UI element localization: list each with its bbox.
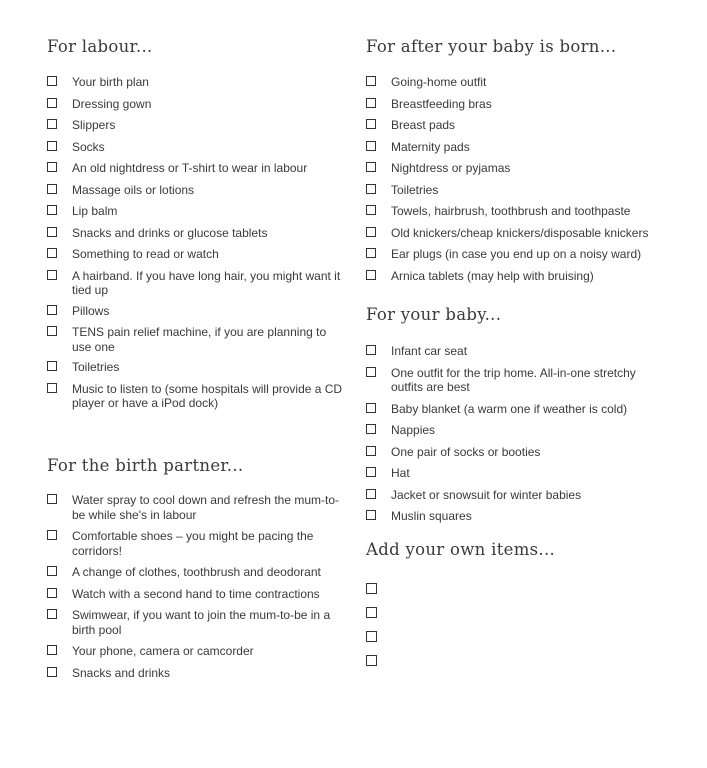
labour-list: [47, 75, 347, 411]
checklist-item: [366, 606, 666, 618]
item-label: Your phone, camera or camcorder: [72, 644, 254, 658]
checkbox[interactable]: [366, 467, 376, 477]
item-label: Pillows: [72, 303, 110, 318]
checklist-item: [47, 226, 347, 241]
checkbox[interactable]: [366, 345, 376, 355]
item-label: Ear plugs (in case you end up on a noisy ward): [391, 247, 642, 261]
item-label: Maternity pads: [391, 139, 470, 154]
item-label: Nappies: [391, 423, 436, 437]
checklist-item: [47, 118, 347, 133]
checkbox[interactable]: [366, 248, 376, 258]
checkbox[interactable]: [366, 184, 376, 194]
item-label: Hat: [391, 466, 410, 480]
checkbox[interactable]: [366, 98, 376, 108]
item-label: Old knickers/cheap knickers/disposable knickers: [391, 225, 649, 240]
checklist-item: [366, 118, 666, 133]
item-label: Going-home outfit: [391, 75, 487, 89]
checkbox[interactable]: [47, 119, 57, 129]
checkbox[interactable]: [47, 494, 57, 504]
labour-section: [47, 37, 347, 411]
item-label: Toiletries: [72, 360, 120, 374]
item-label: Watch with a second hand to time contractions: [72, 586, 320, 601]
checklist-item: [366, 423, 666, 438]
checkbox[interactable]: [47, 162, 57, 172]
checkbox[interactable]: [47, 588, 57, 598]
checklist-item: [366, 247, 666, 262]
checkbox[interactable]: [47, 184, 57, 194]
checkbox[interactable]: [47, 667, 57, 677]
checkbox[interactable]: [366, 424, 376, 434]
item-label: Dressing gown: [72, 96, 152, 111]
checkbox[interactable]: [366, 510, 376, 520]
checkbox[interactable]: [366, 141, 376, 151]
item-label: Lip balm: [72, 204, 118, 218]
checkbox[interactable]: [47, 305, 57, 315]
checkbox[interactable]: [47, 248, 57, 258]
checkbox[interactable]: [47, 270, 57, 280]
checkbox[interactable]: [47, 227, 57, 237]
item-label: Snacks and drinks: [72, 665, 171, 680]
checkbox[interactable]: [366, 655, 377, 666]
baby-list: [366, 344, 666, 524]
checkbox[interactable]: [47, 530, 57, 540]
checkbox[interactable]: [47, 566, 57, 576]
checklist-item: [47, 360, 347, 375]
checklist-item: [47, 269, 347, 298]
item-label: Music to listen to (some hospitals will provide a CD player or have a iPod dock): [72, 381, 343, 410]
checklist-item: [47, 382, 347, 411]
item-label: Massage oils or lotions: [72, 182, 195, 197]
item-label: Socks: [72, 139, 105, 154]
item-label: Towels, hairbrush, toothbrush and toothpaste: [391, 204, 631, 218]
checklist-item: [47, 325, 347, 354]
checklist-item: [366, 466, 666, 481]
checklist-item: [366, 140, 666, 155]
item-label: Snacks and drinks or glucose tablets: [72, 225, 268, 240]
item-label: Jacket or snowsuit for winter babies: [391, 487, 582, 502]
item-label: Arnica tablets (may help with bruising): [391, 268, 594, 283]
item-label: One pair of socks or booties: [391, 444, 541, 459]
checkbox[interactable]: [366, 367, 376, 377]
checklist-item: [47, 529, 347, 558]
checklist-item: [366, 161, 666, 176]
checklist-item: [47, 97, 347, 112]
checklist-item: [47, 75, 347, 90]
checkbox[interactable]: [47, 141, 57, 151]
checkbox[interactable]: [366, 403, 376, 413]
item-label: Infant car seat: [391, 344, 468, 358]
checklist-item: [366, 344, 666, 359]
checklist-item: [47, 565, 347, 580]
item-label: Nightdress or pyjamas: [391, 161, 511, 175]
checklist-item: [47, 183, 347, 198]
checklist-item: [366, 582, 666, 594]
checklist-item: [47, 493, 347, 522]
after-birth-list: [366, 75, 666, 283]
checklist-item: [366, 402, 666, 417]
checkbox[interactable]: [47, 645, 57, 655]
item-label: A change of clothes, toothbrush and deodorant: [72, 565, 321, 579]
checkbox[interactable]: [366, 227, 376, 237]
item-label: Something to read or watch: [72, 247, 219, 261]
checklist-item: [47, 204, 347, 219]
checkbox[interactable]: [366, 270, 376, 280]
checklist-item: [366, 509, 666, 524]
checklist-item: [366, 445, 666, 460]
item-label: Breast pads: [391, 118, 456, 132]
item-label: Comfortable shoes – you might be pacing the corridors!: [72, 529, 314, 558]
checklist-item: [47, 608, 347, 637]
checklist-item: [47, 644, 347, 659]
checklist-item: [366, 226, 666, 241]
checkbox[interactable]: [47, 326, 57, 336]
birth-partner-heading: For the birth partner...: [47, 456, 244, 475]
baby-section: [366, 305, 666, 524]
checklist-item: [47, 161, 347, 176]
checklist-item: [366, 366, 666, 395]
checklist-item: [47, 304, 347, 319]
item-label: Swimwear, if you want to join the mum-to-be in a birth pool: [72, 608, 331, 637]
item-label: Toiletries: [391, 182, 439, 197]
checklist-item: [366, 75, 666, 90]
checklist-item: [366, 654, 666, 666]
checkbox[interactable]: [47, 205, 57, 215]
checkbox[interactable]: [47, 609, 57, 619]
own-items-heading: Add your own items...: [366, 540, 556, 559]
after-birth-section: [366, 37, 666, 283]
checklist-item: [366, 488, 666, 503]
own-items-section: [366, 540, 666, 666]
birth-partner-list: [47, 493, 347, 680]
checkbox[interactable]: [366, 205, 376, 215]
after-birth-heading: For after your baby is born...: [366, 37, 617, 56]
checkbox[interactable]: [366, 446, 376, 456]
item-label: A hairband. If you have long hair, you might want it tied up: [72, 268, 341, 297]
checklist-item: [47, 140, 347, 155]
item-label: Slippers: [72, 118, 116, 132]
item-label: Your birth plan: [72, 75, 149, 89]
birth-partner-section: [47, 456, 347, 680]
checklist-item: [366, 204, 666, 219]
checkbox[interactable]: [47, 383, 57, 393]
checklist-item: [366, 630, 666, 642]
checkbox[interactable]: [366, 583, 377, 594]
item-label: TENS pain relief machine, if you are planning to use one: [72, 325, 327, 354]
checkbox[interactable]: [47, 98, 57, 108]
checkbox[interactable]: [366, 76, 376, 86]
own-items-list: [366, 582, 666, 666]
checklist-item: [47, 587, 347, 602]
checklist-item: [366, 97, 666, 112]
checkbox[interactable]: [47, 76, 57, 86]
checklist-item: [366, 183, 666, 198]
checkbox[interactable]: [366, 607, 377, 618]
item-label: One outfit for the trip home. All-in-one stretchy outfits are best: [391, 365, 636, 394]
checkbox[interactable]: [366, 162, 376, 172]
checkbox[interactable]: [366, 489, 376, 499]
checklist-item: [366, 269, 666, 284]
checkbox[interactable]: [47, 361, 57, 371]
item-label: Muslin squares: [391, 509, 472, 523]
checklist-item: [47, 666, 347, 681]
checklist-item: [47, 247, 347, 262]
item-label: Water spray to cool down and refresh the mum-to-be while she's in labour: [72, 493, 339, 522]
item-label: An old nightdress or T-shirt to wear in labour: [72, 161, 308, 175]
item-label: Breastfeeding bras: [391, 96, 492, 111]
labour-heading: For labour...: [47, 37, 153, 56]
item-label: Baby blanket (a warm one if weather is cold): [391, 401, 628, 416]
checkbox[interactable]: [366, 631, 377, 642]
baby-heading: For your baby...: [366, 305, 502, 324]
checkbox[interactable]: [366, 119, 376, 129]
